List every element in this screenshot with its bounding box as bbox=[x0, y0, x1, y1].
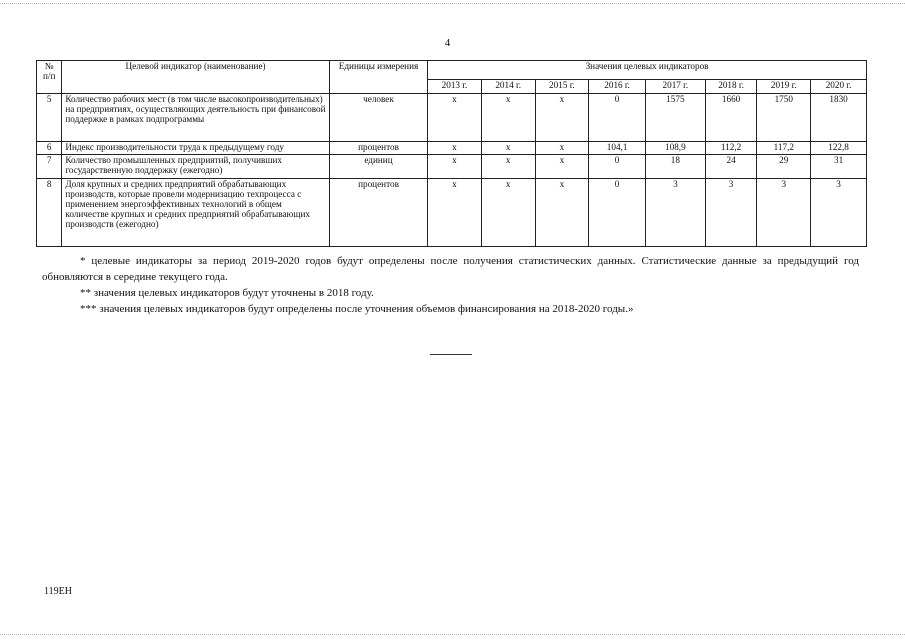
row-value: x bbox=[428, 179, 482, 247]
row-value: 1660 bbox=[705, 94, 757, 142]
header-year: 2015 г. bbox=[535, 80, 589, 94]
table-row bbox=[37, 179, 867, 247]
row-unit: человек bbox=[329, 94, 427, 142]
row-value: 104,1 bbox=[589, 142, 646, 155]
row-value: 18 bbox=[645, 155, 705, 179]
row-name: Количество промышленных предприятий, получивших государственную поддержку (ежегодно) bbox=[62, 155, 330, 179]
footnote-2: ** значения целевых индикаторов будут уточнены в 2018 году. bbox=[80, 287, 374, 299]
row-value: 1750 bbox=[757, 94, 811, 142]
row-value: x bbox=[428, 94, 482, 142]
page-number: 4 bbox=[444, 37, 451, 49]
row-value: 3 bbox=[757, 179, 811, 247]
row-value: 108,9 bbox=[645, 142, 705, 155]
table-row bbox=[37, 155, 867, 179]
row-name: Индекс производительности труда к предыдущему году bbox=[62, 142, 330, 155]
row-value: 1830 bbox=[811, 94, 867, 142]
footnote-1: * целевые индикаторы за период 2019-2020 годов будут определены после получения статистических данных. Статистические данные за предыдущий год обновляются в середине текущего года. bbox=[42, 255, 859, 283]
row-value: 122,8 bbox=[811, 142, 867, 155]
row-value: 117,2 bbox=[757, 142, 811, 155]
row-unit: процентов bbox=[329, 142, 427, 155]
header-unit: Единицы измерения bbox=[329, 61, 427, 94]
row-value: x bbox=[428, 155, 482, 179]
header-num: № п/п bbox=[37, 61, 62, 94]
row-num: 7 bbox=[37, 155, 62, 179]
row-unit: единиц bbox=[329, 155, 427, 179]
indicators-table bbox=[36, 60, 867, 247]
row-value: 0 bbox=[589, 155, 646, 179]
header-year: 2014 г. bbox=[481, 80, 535, 94]
row-value: 0 bbox=[589, 179, 646, 247]
row-value: 3 bbox=[811, 179, 867, 247]
row-value: 1575 bbox=[645, 94, 705, 142]
row-value: x bbox=[481, 179, 535, 247]
document-code: 119ЕН bbox=[44, 586, 72, 597]
row-value: 0 bbox=[589, 94, 646, 142]
header-year: 2017 г. bbox=[645, 80, 705, 94]
row-num: 5 bbox=[37, 94, 62, 142]
separator-line bbox=[430, 354, 472, 355]
row-value: x bbox=[535, 94, 589, 142]
row-value: 29 bbox=[757, 155, 811, 179]
header-year: 2013 г. bbox=[428, 80, 482, 94]
row-name: Доля крупных и средних предприятий обрабатывающих производств, которые провели модернизацию техпроцесса с применением энергоэффективных технологий в общем количестве крупных и средних предприятий обрабатывающих производств (ежегодно) bbox=[62, 179, 330, 247]
row-value: 24 bbox=[705, 155, 757, 179]
row-value: 31 bbox=[811, 155, 867, 179]
row-num: 8 bbox=[37, 179, 62, 247]
row-value: x bbox=[481, 94, 535, 142]
header-year: 2020 г. bbox=[811, 80, 867, 94]
scan-edge-bottom bbox=[0, 634, 905, 635]
row-value: x bbox=[535, 179, 589, 247]
row-unit: процентов bbox=[329, 179, 427, 247]
header-values-group: Значения целевых индикаторов bbox=[428, 61, 867, 80]
table-row bbox=[37, 94, 867, 142]
row-value: x bbox=[481, 142, 535, 155]
header-year: 2018 г. bbox=[705, 80, 757, 94]
row-value: 112,2 bbox=[705, 142, 757, 155]
row-name: Количество рабочих мест (в том числе высокопроизводительных) на предприятиях, осуществляющих деятельность при финансовой поддержке в рамках подпрограммы bbox=[62, 94, 330, 142]
row-value: x bbox=[481, 155, 535, 179]
table-row bbox=[37, 142, 867, 155]
footnotes bbox=[42, 253, 859, 317]
header-year: 2019 г. bbox=[757, 80, 811, 94]
header-year: 2016 г. bbox=[589, 80, 646, 94]
row-num: 6 bbox=[37, 142, 62, 155]
footnote-3: *** значения целевых индикаторов будут определены после уточнения объемов финансирования на 2018-2020 годы.» bbox=[80, 303, 634, 315]
row-value: x bbox=[535, 142, 589, 155]
scan-edge-top bbox=[0, 3, 905, 4]
row-value: x bbox=[428, 142, 482, 155]
row-value: x bbox=[535, 155, 589, 179]
row-value: 3 bbox=[705, 179, 757, 247]
row-value: 3 bbox=[645, 179, 705, 247]
header-name: Целевой индикатор (наименование) bbox=[62, 61, 330, 94]
